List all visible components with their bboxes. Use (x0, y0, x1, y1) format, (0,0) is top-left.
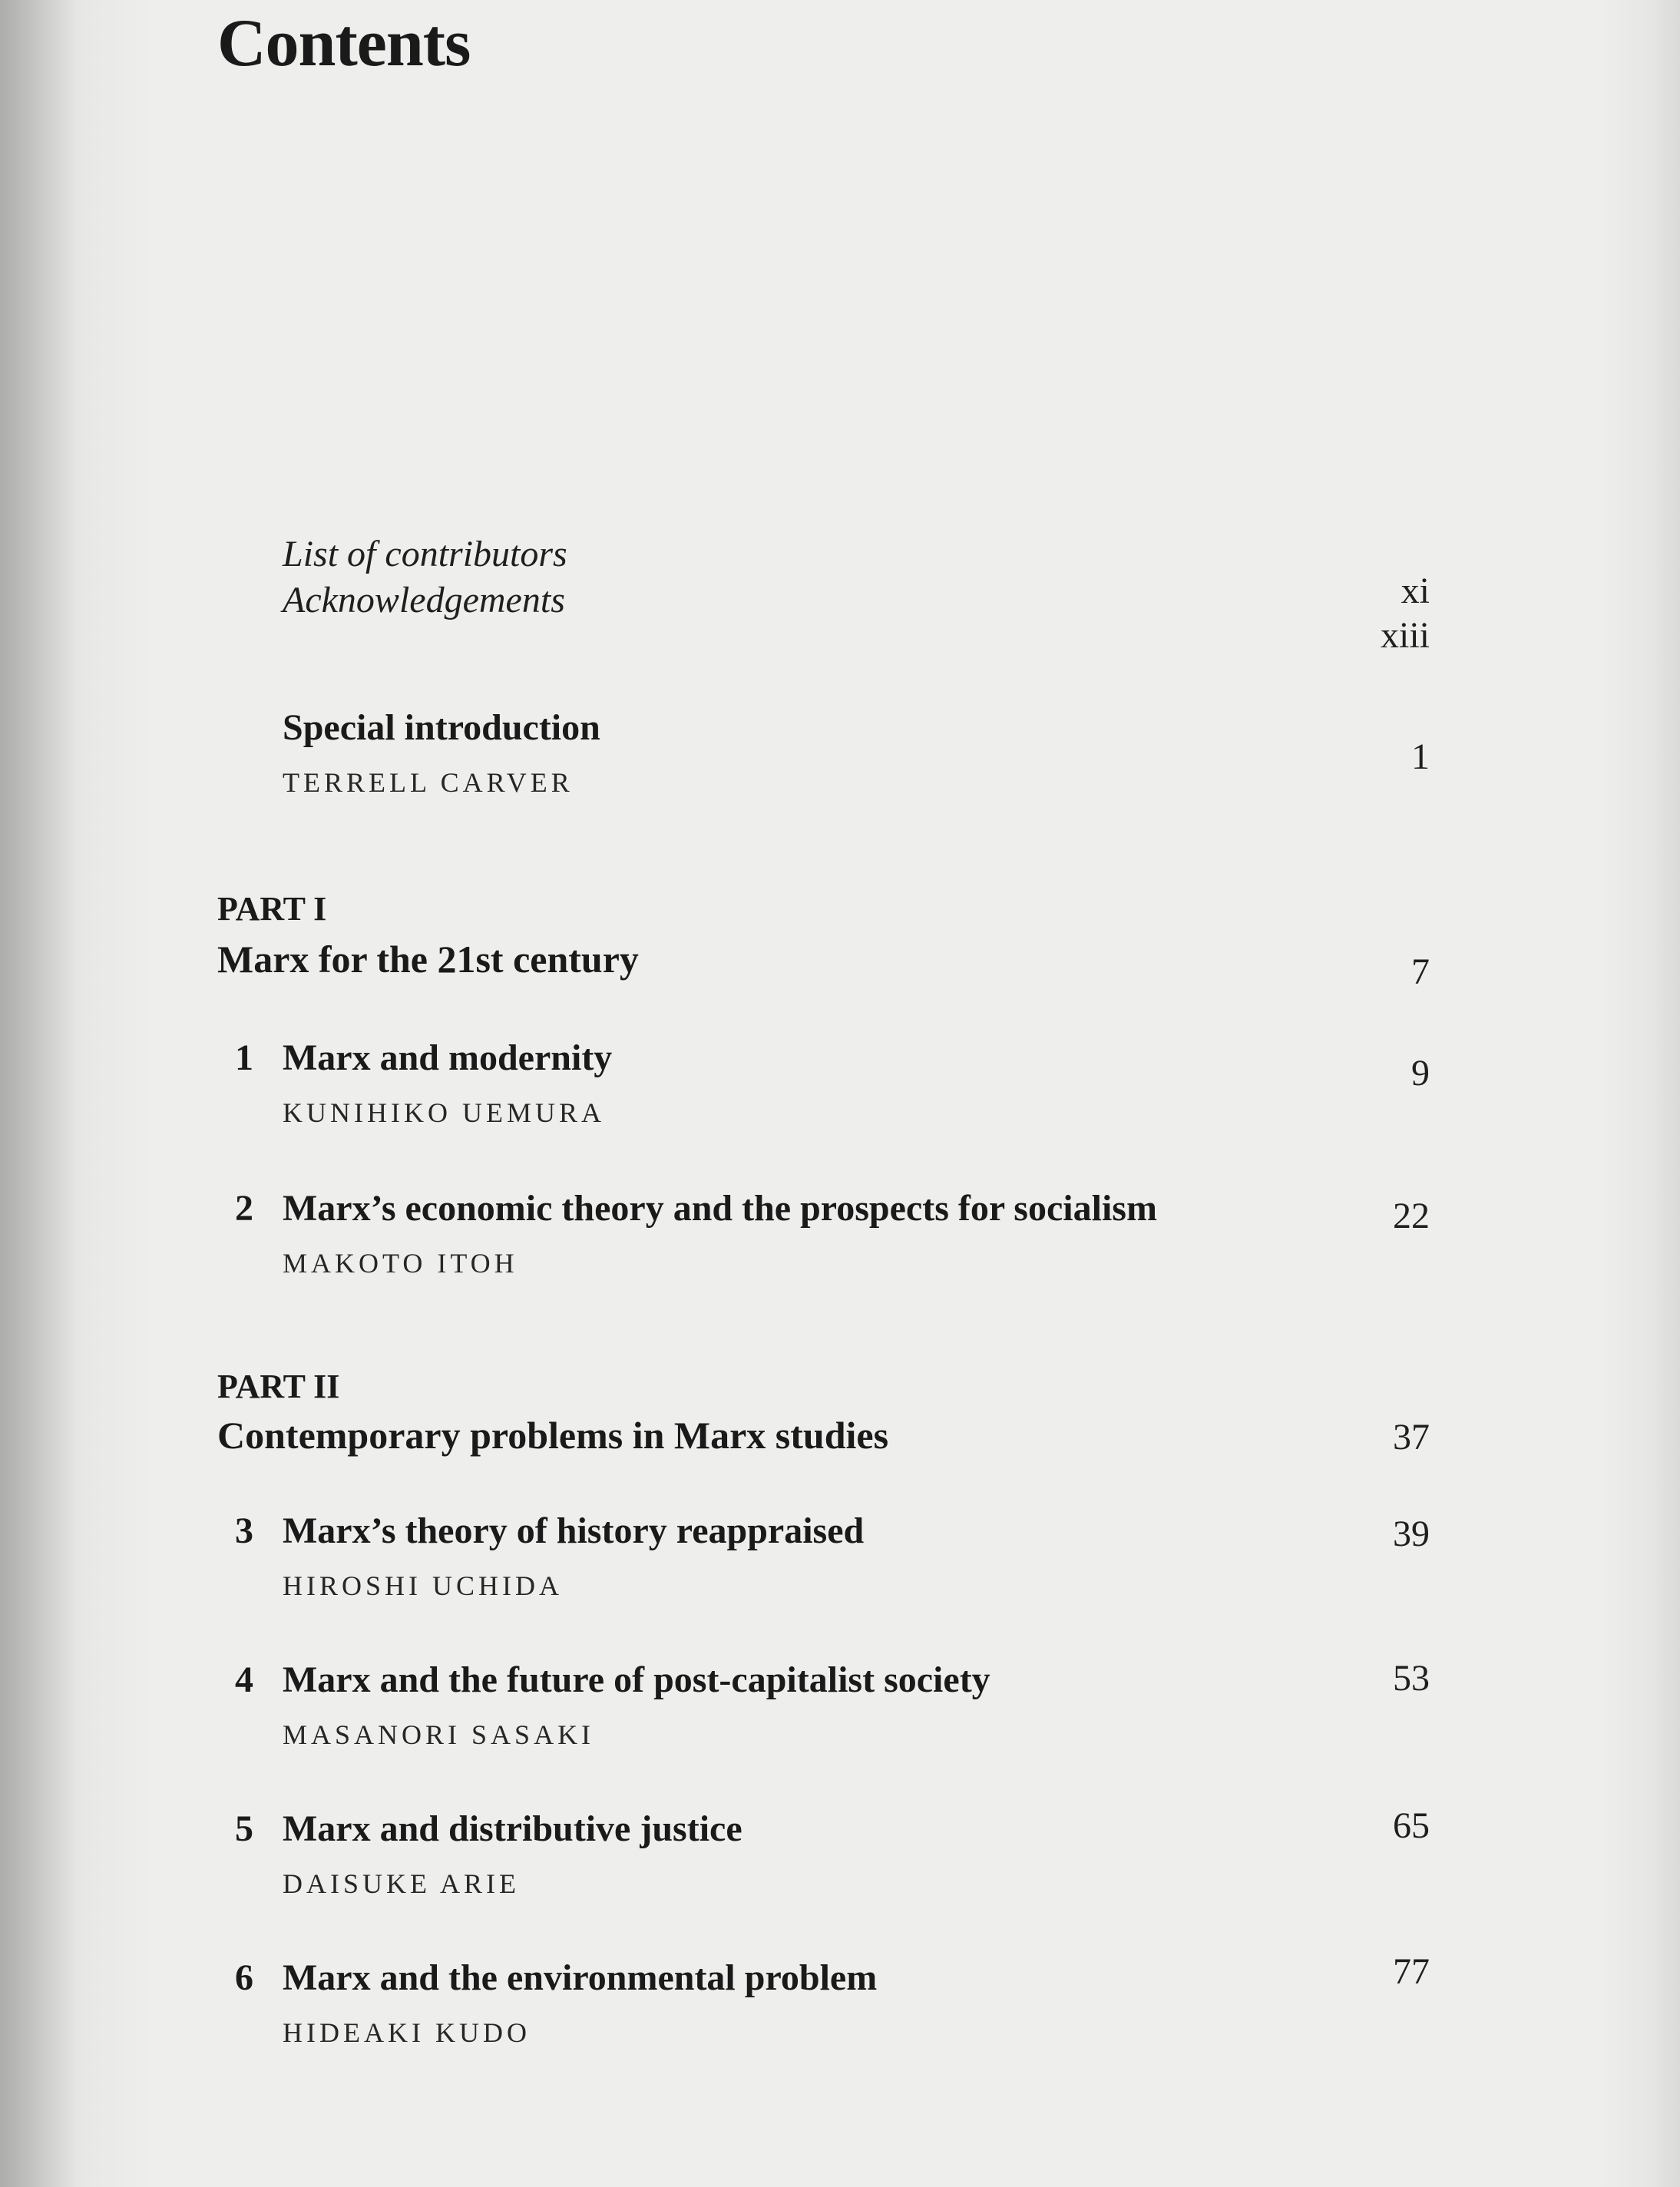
chapter-page-number: 53 (1393, 1658, 1430, 1699)
page-number-special-introduction: 1 (1411, 736, 1430, 777)
chapter-title: Marx and distributive justice (283, 1808, 742, 1849)
chapter-author: HIROSHI UCHIDA (283, 1570, 563, 1601)
chapter-title: Marx’s economic theory and the prospects for socialism (283, 1188, 1157, 1229)
spine-shadow (0, 0, 77, 2187)
chapter-author: KUNIHIKO UEMURA (283, 1097, 605, 1128)
part-title: Marx for the 21st century (217, 938, 639, 981)
chapter-page-number: 39 (1393, 1514, 1430, 1554)
chapter-number: 6 (235, 1957, 253, 1998)
chapter-title: Marx and the environmental problem (283, 1957, 878, 1998)
part-page-number: 37 (1393, 1417, 1430, 1457)
chapter-title: Marx and the future of post-capitalist society (283, 1659, 990, 1700)
chapter-page-number: 65 (1393, 1805, 1430, 1846)
chapter-number: 5 (235, 1808, 253, 1849)
page-number-acknowledgements: xiii (1380, 615, 1430, 656)
chapter-page-number: 77 (1393, 1951, 1430, 1992)
author-special-introduction: TERRELL CARVER (283, 767, 574, 798)
chapter-author: DAISUKE ARIE (283, 1868, 520, 1899)
chapter-page-number: 22 (1393, 1196, 1430, 1236)
chapter-title: Marx and modernity (283, 1037, 613, 1078)
part-page-number: 7 (1411, 951, 1430, 992)
chapter-page-number: 9 (1411, 1053, 1430, 1094)
page-number-contributors: xi (1401, 571, 1430, 611)
toc-entry-special-introduction: Special introduction (283, 707, 600, 748)
part-label: PART I (217, 890, 327, 928)
toc-entry-contributors: List of contributors (283, 534, 567, 574)
part-label: PART II (217, 1368, 340, 1405)
toc-entry-acknowledgements: Acknowledgements (283, 580, 565, 620)
chapter-author: MAKOTO ITOH (283, 1248, 518, 1279)
chapter-number: 1 (235, 1037, 253, 1078)
chapter-author: MASANORI SASAKI (283, 1719, 595, 1750)
chapter-number: 3 (235, 1510, 253, 1551)
contents-heading: Contents (217, 6, 471, 81)
chapter-title: Marx’s theory of history reappraised (283, 1510, 865, 1551)
chapter-number: 4 (235, 1659, 253, 1700)
chapter-author: HIDEAKI KUDO (283, 2017, 531, 2048)
part-title: Contemporary problems in Marx studies (217, 1414, 889, 1457)
chapter-number: 2 (235, 1188, 253, 1229)
